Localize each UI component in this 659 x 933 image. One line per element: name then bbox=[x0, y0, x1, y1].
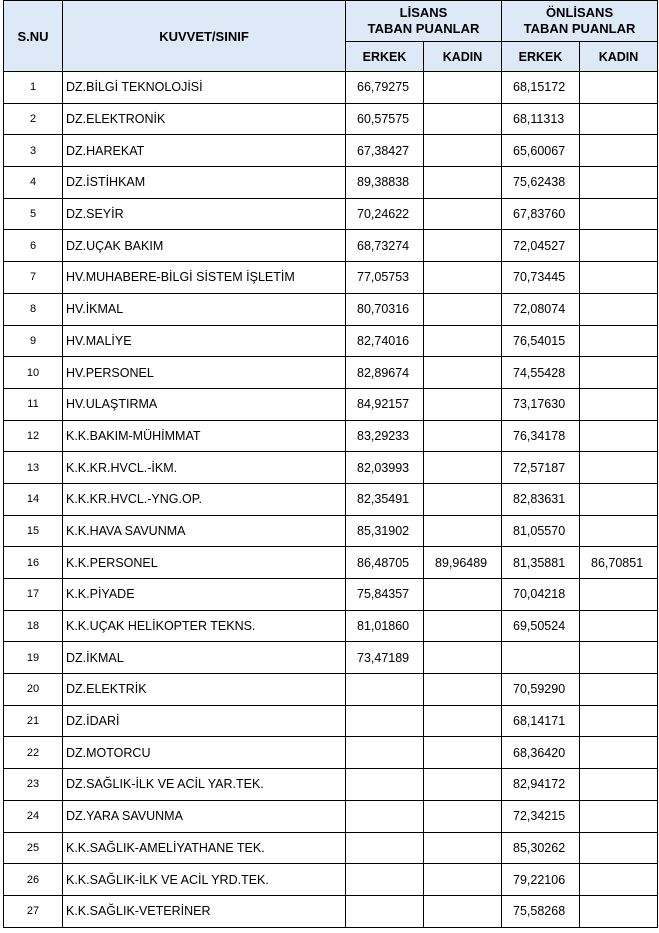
onlisans-erkek-cell: 75,58268 bbox=[502, 895, 580, 927]
row-number: 16 bbox=[4, 547, 63, 579]
onlisans-erkek-cell: 68,14171 bbox=[502, 705, 580, 737]
table-row bbox=[4, 293, 658, 325]
row-number: 2 bbox=[4, 103, 63, 135]
lisans-kadin-cell bbox=[424, 610, 502, 642]
table-row bbox=[4, 230, 658, 262]
kuvvet-sinif-cell: K.K.PİYADE bbox=[63, 579, 346, 611]
lisans-kadin-cell bbox=[424, 167, 502, 199]
table-row bbox=[4, 895, 658, 927]
onlisans-erkek-cell: 79,22106 bbox=[502, 864, 580, 896]
table-row bbox=[4, 135, 658, 167]
table-row bbox=[4, 579, 658, 611]
header-onlisans-erkek: ERKEK bbox=[502, 42, 580, 72]
row-number: 22 bbox=[4, 737, 63, 769]
table-row bbox=[4, 388, 658, 420]
lisans-erkek-cell: 89,38838 bbox=[346, 167, 424, 199]
header-lisans-erkek: ERKEK bbox=[346, 42, 424, 72]
onlisans-kadin-cell bbox=[580, 167, 658, 199]
header-lisans-kadin: KADIN bbox=[424, 42, 502, 72]
onlisans-kadin-cell bbox=[580, 642, 658, 674]
kuvvet-sinif-cell: DZ.İKMAL bbox=[63, 642, 346, 674]
table-row bbox=[4, 642, 658, 674]
onlisans-kadin-cell bbox=[580, 895, 658, 927]
lisans-erkek-cell bbox=[346, 737, 424, 769]
onlisans-erkek-cell: 67,83760 bbox=[502, 198, 580, 230]
row-number: 1 bbox=[4, 72, 63, 104]
row-number: 24 bbox=[4, 800, 63, 832]
onlisans-kadin-cell bbox=[580, 135, 658, 167]
header-onlisans bbox=[502, 1, 658, 42]
onlisans-erkek-cell: 72,34215 bbox=[502, 800, 580, 832]
kuvvet-sinif-cell: DZ.BİLGİ TEKNOLOJİSİ bbox=[63, 72, 346, 104]
onlisans-kadin-cell bbox=[580, 262, 658, 294]
kuvvet-sinif-cell: K.K.HAVA SAVUNMA bbox=[63, 515, 346, 547]
table-row bbox=[4, 674, 658, 706]
table-row bbox=[4, 737, 658, 769]
lisans-erkek-cell: 77,05753 bbox=[346, 262, 424, 294]
lisans-erkek-cell: 75,84357 bbox=[346, 579, 424, 611]
kuvvet-sinif-cell: DZ.İSTİHKAM bbox=[63, 167, 346, 199]
lisans-kadin-cell bbox=[424, 483, 502, 515]
onlisans-kadin-cell bbox=[580, 452, 658, 484]
lisans-erkek-cell: 82,74016 bbox=[346, 325, 424, 357]
onlisans-erkek-cell: 85,30262 bbox=[502, 832, 580, 864]
row-number: 6 bbox=[4, 230, 63, 262]
header-lisans-line2: TABAN PUANLAR bbox=[367, 21, 480, 36]
onlisans-erkek-cell: 68,36420 bbox=[502, 737, 580, 769]
lisans-erkek-cell bbox=[346, 705, 424, 737]
lisans-erkek-cell: 67,38427 bbox=[346, 135, 424, 167]
row-number: 10 bbox=[4, 357, 63, 389]
onlisans-kadin-cell bbox=[580, 610, 658, 642]
row-number: 19 bbox=[4, 642, 63, 674]
table-row bbox=[4, 515, 658, 547]
lisans-erkek-cell: 70,24622 bbox=[346, 198, 424, 230]
kuvvet-sinif-cell: DZ.ELEKTRONİK bbox=[63, 103, 346, 135]
table-row bbox=[4, 325, 658, 357]
kuvvet-sinif-cell: K.K.PERSONEL bbox=[63, 547, 346, 579]
table-row bbox=[4, 800, 658, 832]
kuvvet-sinif-cell: K.K.UÇAK HELİKOPTER TEKNS. bbox=[63, 610, 346, 642]
kuvvet-sinif-cell: HV.ULAŞTIRMA bbox=[63, 388, 346, 420]
lisans-kadin-cell bbox=[424, 515, 502, 547]
lisans-kadin-cell bbox=[424, 452, 502, 484]
header-sn: S.NU bbox=[4, 1, 63, 72]
onlisans-kadin-cell bbox=[580, 515, 658, 547]
header-kuvvet: KUVVET/SINIF bbox=[63, 1, 346, 72]
lisans-erkek-cell: 86,48705 bbox=[346, 547, 424, 579]
row-number: 12 bbox=[4, 420, 63, 452]
onlisans-kadin-cell: 86,70851 bbox=[580, 547, 658, 579]
onlisans-kadin-cell bbox=[580, 800, 658, 832]
lisans-erkek-cell bbox=[346, 864, 424, 896]
onlisans-erkek-cell: 68,11313 bbox=[502, 103, 580, 135]
table-row bbox=[4, 198, 658, 230]
table-row bbox=[4, 452, 658, 484]
kuvvet-sinif-cell: DZ.SEYİR bbox=[63, 198, 346, 230]
row-number: 18 bbox=[4, 610, 63, 642]
kuvvet-sinif-cell: HV.MALİYE bbox=[63, 325, 346, 357]
header-onlisans-line2: TABAN PUANLAR bbox=[523, 21, 636, 36]
kuvvet-sinif-cell: HV.İKMAL bbox=[63, 293, 346, 325]
lisans-kadin-cell bbox=[424, 293, 502, 325]
onlisans-kadin-cell bbox=[580, 737, 658, 769]
table-body bbox=[4, 72, 658, 928]
row-number: 20 bbox=[4, 674, 63, 706]
row-number: 5 bbox=[4, 198, 63, 230]
table-row bbox=[4, 420, 658, 452]
kuvvet-sinif-cell: DZ.MOTORCU bbox=[63, 737, 346, 769]
table-row bbox=[4, 832, 658, 864]
kuvvet-sinif-cell: DZ.HAREKAT bbox=[63, 135, 346, 167]
onlisans-erkek-cell: 75,62438 bbox=[502, 167, 580, 199]
table-row bbox=[4, 547, 658, 579]
table-row bbox=[4, 769, 658, 801]
onlisans-erkek-cell: 72,57187 bbox=[502, 452, 580, 484]
onlisans-erkek-cell: 72,08074 bbox=[502, 293, 580, 325]
onlisans-kadin-cell bbox=[580, 293, 658, 325]
onlisans-erkek-cell: 81,35881 bbox=[502, 547, 580, 579]
row-number: 26 bbox=[4, 864, 63, 896]
lisans-erkek-cell: 80,70316 bbox=[346, 293, 424, 325]
table-row bbox=[4, 103, 658, 135]
row-number: 17 bbox=[4, 579, 63, 611]
onlisans-erkek-cell: 70,04218 bbox=[502, 579, 580, 611]
table-row bbox=[4, 167, 658, 199]
lisans-kadin-cell bbox=[424, 705, 502, 737]
lisans-kadin-cell bbox=[424, 230, 502, 262]
header-onlisans-kadin: KADIN bbox=[580, 42, 658, 72]
onlisans-kadin-cell bbox=[580, 832, 658, 864]
table-row bbox=[4, 610, 658, 642]
lisans-erkek-cell: 82,03993 bbox=[346, 452, 424, 484]
table-row bbox=[4, 483, 658, 515]
row-number: 9 bbox=[4, 325, 63, 357]
lisans-kadin-cell bbox=[424, 737, 502, 769]
onlisans-erkek-cell bbox=[502, 642, 580, 674]
kuvvet-sinif-cell: HV.MUHABERE-BİLGİ SİSTEM İŞLETİM bbox=[63, 262, 346, 294]
lisans-erkek-cell: 85,31902 bbox=[346, 515, 424, 547]
row-number: 27 bbox=[4, 895, 63, 927]
row-number: 4 bbox=[4, 167, 63, 199]
lisans-kadin-cell bbox=[424, 674, 502, 706]
lisans-erkek-cell bbox=[346, 769, 424, 801]
kuvvet-sinif-cell: K.K.KR.HVCL.-YNG.OP. bbox=[63, 483, 346, 515]
header-onlisans-line1: ÖNLİSANS bbox=[545, 5, 614, 20]
lisans-erkek-cell: 73,47189 bbox=[346, 642, 424, 674]
lisans-erkek-cell: 60,57575 bbox=[346, 103, 424, 135]
onlisans-erkek-cell: 74,55428 bbox=[502, 357, 580, 389]
onlisans-erkek-cell: 81,05570 bbox=[502, 515, 580, 547]
onlisans-kadin-cell bbox=[580, 864, 658, 896]
lisans-kadin-cell bbox=[424, 198, 502, 230]
lisans-erkek-cell: 66,79275 bbox=[346, 72, 424, 104]
onlisans-kadin-cell bbox=[580, 705, 658, 737]
kuvvet-sinif-cell: K.K.KR.HVCL.-İKM. bbox=[63, 452, 346, 484]
onlisans-erkek-cell: 76,34178 bbox=[502, 420, 580, 452]
onlisans-kadin-cell bbox=[580, 388, 658, 420]
onlisans-erkek-cell: 70,59290 bbox=[502, 674, 580, 706]
kuvvet-sinif-cell: DZ.UÇAK BAKIM bbox=[63, 230, 346, 262]
table-row bbox=[4, 357, 658, 389]
onlisans-erkek-cell: 82,94172 bbox=[502, 769, 580, 801]
onlisans-kadin-cell bbox=[580, 769, 658, 801]
row-number: 23 bbox=[4, 769, 63, 801]
lisans-kadin-cell bbox=[424, 832, 502, 864]
lisans-kadin-cell bbox=[424, 642, 502, 674]
onlisans-erkek-cell: 69,50524 bbox=[502, 610, 580, 642]
table-row bbox=[4, 705, 658, 737]
onlisans-erkek-cell: 72,04527 bbox=[502, 230, 580, 262]
lisans-kadin-cell bbox=[424, 388, 502, 420]
kuvvet-sinif-cell: HV.PERSONEL bbox=[63, 357, 346, 389]
header-lisans bbox=[346, 1, 502, 42]
onlisans-kadin-cell bbox=[580, 230, 658, 262]
kuvvet-sinif-cell: DZ.SAĞLIK-İLK VE ACİL YAR.TEK. bbox=[63, 769, 346, 801]
lisans-kadin-cell bbox=[424, 579, 502, 611]
row-number: 7 bbox=[4, 262, 63, 294]
onlisans-kadin-cell bbox=[580, 357, 658, 389]
row-number: 13 bbox=[4, 452, 63, 484]
row-number: 14 bbox=[4, 483, 63, 515]
lisans-kadin-cell bbox=[424, 135, 502, 167]
lisans-erkek-cell: 82,89674 bbox=[346, 357, 424, 389]
onlisans-erkek-cell: 73,17630 bbox=[502, 388, 580, 420]
kuvvet-sinif-cell: K.K.SAĞLIK-İLK VE ACİL YRD.TEK. bbox=[63, 864, 346, 896]
row-number: 25 bbox=[4, 832, 63, 864]
kuvvet-sinif-cell: K.K.BAKIM-MÜHİMMAT bbox=[63, 420, 346, 452]
lisans-erkek-cell bbox=[346, 674, 424, 706]
row-number: 15 bbox=[4, 515, 63, 547]
onlisans-kadin-cell bbox=[580, 72, 658, 104]
onlisans-kadin-cell bbox=[580, 420, 658, 452]
lisans-kadin-cell bbox=[424, 895, 502, 927]
kuvvet-sinif-cell: K.K.SAĞLIK-VETERİNER bbox=[63, 895, 346, 927]
onlisans-kadin-cell bbox=[580, 483, 658, 515]
lisans-erkek-cell: 83,29233 bbox=[346, 420, 424, 452]
row-number: 3 bbox=[4, 135, 63, 167]
kuvvet-sinif-cell: K.K.SAĞLIK-AMELİYATHANE TEK. bbox=[63, 832, 346, 864]
onlisans-erkek-cell: 68,15172 bbox=[502, 72, 580, 104]
table-row bbox=[4, 864, 658, 896]
lisans-kadin-cell: 89,96489 bbox=[424, 547, 502, 579]
lisans-kadin-cell bbox=[424, 325, 502, 357]
row-number: 11 bbox=[4, 388, 63, 420]
onlisans-erkek-cell: 70,73445 bbox=[502, 262, 580, 294]
kuvvet-sinif-cell: DZ.ELEKTRİK bbox=[63, 674, 346, 706]
lisans-kadin-cell bbox=[424, 800, 502, 832]
lisans-erkek-cell: 82,35491 bbox=[346, 483, 424, 515]
table-row bbox=[4, 72, 658, 104]
lisans-kadin-cell bbox=[424, 357, 502, 389]
lisans-erkek-cell: 81,01860 bbox=[346, 610, 424, 642]
onlisans-kadin-cell bbox=[580, 325, 658, 357]
onlisans-erkek-cell: 82,83631 bbox=[502, 483, 580, 515]
lisans-kadin-cell bbox=[424, 72, 502, 104]
onlisans-kadin-cell bbox=[580, 103, 658, 135]
kuvvet-sinif-cell: DZ.YARA SAVUNMA bbox=[63, 800, 346, 832]
lisans-erkek-cell bbox=[346, 895, 424, 927]
lisans-erkek-cell: 84,92157 bbox=[346, 388, 424, 420]
onlisans-erkek-cell: 76,54015 bbox=[502, 325, 580, 357]
kuvvet-sinif-cell: DZ.İDARİ bbox=[63, 705, 346, 737]
lisans-erkek-cell bbox=[346, 800, 424, 832]
lisans-erkek-cell: 68,73274 bbox=[346, 230, 424, 262]
lisans-kadin-cell bbox=[424, 769, 502, 801]
lisans-kadin-cell bbox=[424, 420, 502, 452]
onlisans-kadin-cell bbox=[580, 579, 658, 611]
onlisans-kadin-cell bbox=[580, 674, 658, 706]
lisans-kadin-cell bbox=[424, 103, 502, 135]
lisans-kadin-cell bbox=[424, 864, 502, 896]
onlisans-erkek-cell: 65,60067 bbox=[502, 135, 580, 167]
header-lisans-line1: LİSANS bbox=[399, 5, 448, 20]
row-number: 8 bbox=[4, 293, 63, 325]
row-number: 21 bbox=[4, 705, 63, 737]
onlisans-kadin-cell bbox=[580, 198, 658, 230]
table-row bbox=[4, 262, 658, 294]
lisans-kadin-cell bbox=[424, 262, 502, 294]
lisans-erkek-cell bbox=[346, 832, 424, 864]
score-table bbox=[3, 0, 658, 928]
